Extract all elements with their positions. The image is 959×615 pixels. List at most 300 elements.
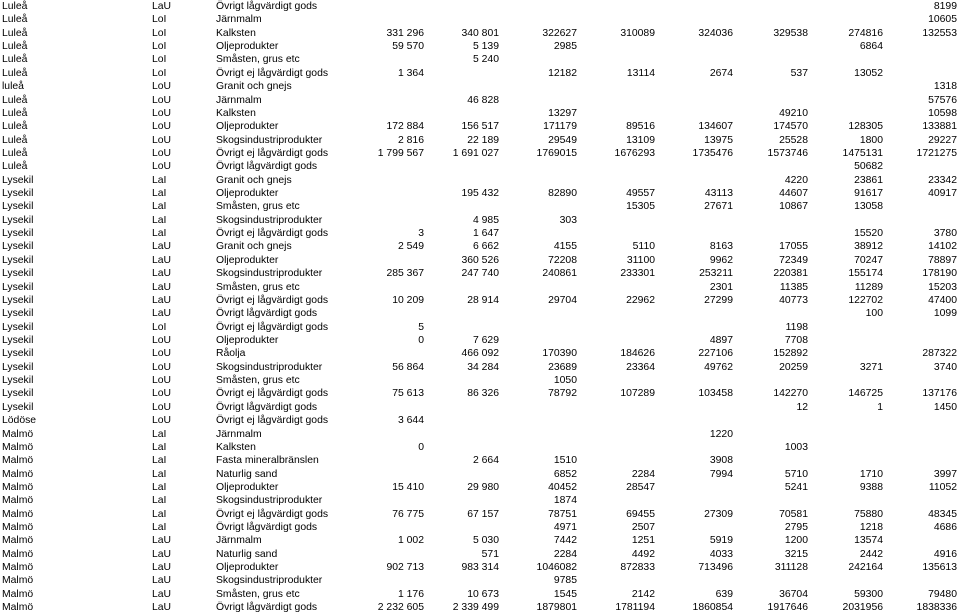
value-col-7-cell: 9388 (859, 481, 883, 493)
value-col-2-cell: 29 980 (467, 481, 499, 493)
table-row (0, 107, 959, 120)
traffic-code-cell: LoU (152, 361, 172, 373)
value-col-8-cell: 48345 (928, 508, 957, 520)
port-cell: Luleå (2, 67, 28, 79)
value-col-6-cell: 142270 (773, 388, 808, 400)
value-col-8-cell: 133881 (922, 121, 957, 133)
value-col-5-cell (657, 401, 735, 414)
value-col-6-cell: 10867 (779, 201, 808, 213)
traffic-code-cell: LoU (152, 375, 172, 387)
traffic-code-cell: LaI (152, 201, 167, 213)
value-col-7-cell (810, 107, 885, 120)
value-col-7-cell (810, 428, 885, 441)
traffic-code-cell: LoI (152, 27, 167, 39)
value-col-3-cell: 170390 (542, 348, 577, 360)
value-col-5-cell (657, 321, 735, 334)
port-cell: Lysekil (2, 268, 34, 280)
value-col-5-cell (657, 374, 735, 387)
traffic-code-cell: LaI (152, 508, 167, 520)
value-col-5-cell: 4897 (709, 334, 733, 346)
value-col-2-cell: 46 828 (467, 94, 499, 106)
value-col-7-cell: 75880 (854, 508, 883, 520)
value-col-4-cell: 69455 (626, 508, 655, 520)
value-col-3-cell: 4971 (553, 522, 577, 534)
value-col-7-cell: 1218 (859, 522, 883, 534)
value-col-1-cell (346, 80, 426, 93)
value-col-2-cell: 340 801 (461, 27, 499, 39)
value-col-5-cell: 43113 (704, 188, 733, 200)
table-row (0, 454, 959, 467)
value-col-8-cell: 47400 (928, 294, 957, 306)
value-col-2-cell: 1 647 (472, 228, 499, 240)
value-col-3-cell (501, 80, 579, 93)
value-col-1-cell (346, 13, 426, 26)
value-col-2-cell (426, 374, 501, 387)
commodity-cell: Övrigt lågvärdigt gods (216, 161, 318, 173)
value-col-3-cell (501, 334, 579, 347)
value-col-7-cell: 1800 (859, 134, 883, 146)
value-col-6-cell: 311128 (774, 562, 808, 574)
value-col-4-cell: 4492 (631, 548, 655, 560)
commodity-cell: Oljeprodukter (216, 562, 279, 574)
value-col-4-cell (579, 214, 657, 227)
value-col-5-cell: 8163 (709, 241, 733, 253)
traffic-code-cell: LoU (152, 348, 172, 360)
value-col-5-cell: 227106 (698, 348, 733, 360)
value-col-5-cell: 3908 (709, 455, 733, 467)
value-col-3-cell (501, 160, 579, 173)
traffic-code-cell: LoI (152, 14, 167, 26)
value-col-8-cell (885, 534, 959, 547)
table-row (0, 267, 959, 280)
value-col-8-cell: 10598 (928, 107, 957, 119)
value-col-3-cell: 1050 (553, 375, 577, 387)
value-col-2-cell: 195 432 (461, 188, 499, 200)
port-cell: Lysekil (2, 174, 34, 186)
value-col-5-cell: 49762 (704, 361, 733, 373)
value-col-8-cell: 178190 (922, 268, 957, 280)
value-col-8-cell (885, 441, 959, 454)
port-cell: Lysekil (2, 188, 34, 200)
value-col-2-cell: 1 691 027 (452, 147, 499, 159)
value-col-3-cell: 322627 (542, 27, 577, 39)
table-row (0, 200, 959, 213)
value-col-5-cell (657, 160, 735, 173)
value-col-1-cell (346, 174, 426, 187)
commodity-cell: Övrigt ej lågvärdigt gods (216, 228, 329, 240)
value-col-4-cell: 89516 (626, 121, 655, 133)
value-col-2-cell (426, 521, 501, 534)
traffic-code-cell: LoI (152, 54, 167, 66)
value-col-7-cell: 15520 (854, 228, 883, 240)
value-col-3-cell: 2284 (553, 548, 577, 560)
value-col-4-cell: 49557 (626, 188, 655, 200)
traffic-code-cell: LoU (152, 147, 172, 159)
value-col-5-cell (657, 13, 735, 26)
value-col-4-cell: 184626 (620, 348, 655, 360)
traffic-code-cell: LaU (152, 562, 172, 574)
value-col-6-cell (735, 214, 810, 227)
table-row (0, 414, 959, 427)
value-col-1-cell (346, 200, 426, 213)
traffic-code-cell: LoU (152, 134, 172, 146)
traffic-code-cell: LaU (152, 268, 172, 280)
value-col-7-cell: 38912 (854, 241, 883, 253)
commodity-cell: Fasta mineralbränslen (216, 455, 319, 467)
value-col-4-cell: 31100 (626, 254, 655, 266)
value-col-3-cell: 78751 (548, 508, 577, 520)
value-col-6-cell: 4220 (784, 174, 808, 186)
value-col-4-cell (579, 574, 657, 587)
value-col-1-cell (346, 347, 426, 360)
value-col-1-cell: 1 176 (397, 588, 424, 600)
table-row (0, 574, 959, 587)
value-col-3-cell: 82890 (548, 188, 577, 200)
value-col-7-cell (810, 414, 885, 427)
traffic-code-cell: LaU (152, 535, 172, 547)
value-col-5-cell: 27671 (704, 201, 733, 213)
value-col-2-cell (426, 401, 501, 414)
value-col-3-cell: 4155 (553, 241, 577, 253)
value-col-2-cell: 571 (481, 548, 499, 560)
port-cell: luleå (2, 81, 24, 93)
commodity-cell: Skogsindustriprodukter (216, 268, 323, 280)
port-cell: Luleå (2, 121, 28, 133)
value-col-1-cell: 75 613 (392, 388, 424, 400)
value-col-6-cell (735, 160, 810, 173)
commodity-cell: Småsten, grus etc (216, 281, 300, 293)
value-col-1-cell: 10 209 (392, 294, 424, 306)
value-col-5-cell (657, 574, 735, 587)
commodity-cell: Granit och gnejs (216, 174, 292, 186)
value-col-7-cell: 242164 (848, 562, 883, 574)
table-row (0, 53, 959, 66)
value-col-5-cell (657, 214, 735, 227)
value-col-3-cell: 72208 (548, 254, 577, 266)
commodity-cell: Oljeprodukter (216, 121, 279, 133)
traffic-code-cell: LaI (152, 468, 167, 480)
value-col-5-cell (657, 481, 735, 494)
value-col-2-cell (426, 428, 501, 441)
value-col-3-cell: 12182 (548, 67, 577, 79)
port-cell: Malmö (2, 535, 34, 547)
value-col-8-cell: 40917 (928, 188, 957, 200)
value-col-1-cell (346, 160, 426, 173)
port-cell: Lysekil (2, 241, 34, 253)
value-col-3-cell: 303 (559, 214, 577, 226)
value-col-7-cell: 146725 (848, 388, 883, 400)
traffic-code-cell: LoU (152, 107, 172, 119)
value-col-3-cell (501, 321, 579, 334)
value-col-7-cell (810, 574, 885, 587)
value-col-3-cell: 9785 (553, 575, 577, 587)
value-col-8-cell (885, 414, 959, 427)
value-col-3-cell: 29704 (548, 294, 577, 306)
port-cell: Malmö (2, 495, 34, 507)
value-col-1-cell: 3 644 (397, 415, 424, 427)
traffic-code-cell: LaU (152, 254, 172, 266)
commodity-cell: Småsten, grus etc (216, 375, 300, 387)
value-col-7-cell: 13058 (854, 201, 883, 213)
value-col-1-cell: 5 (418, 321, 424, 333)
value-col-2-cell: 86 326 (467, 388, 499, 400)
traffic-code-cell: LoU (152, 334, 172, 346)
value-col-5-cell (657, 53, 735, 66)
value-col-1-cell (346, 307, 426, 320)
traffic-code-cell: LaI (152, 174, 167, 186)
value-col-7-cell (810, 214, 885, 227)
value-col-6-cell: 36704 (779, 588, 808, 600)
value-col-6-cell: 17055 (779, 241, 808, 253)
value-col-4-cell (579, 160, 657, 173)
table-row (0, 240, 959, 253)
value-col-7-cell (810, 321, 885, 334)
value-col-5-cell: 1735476 (692, 147, 733, 159)
value-col-5-cell: 1860854 (692, 602, 733, 614)
traffic-code-cell: LoU (152, 401, 172, 413)
value-col-8-cell: 15203 (928, 281, 957, 293)
value-col-4-cell: 2507 (631, 522, 655, 534)
table-row (0, 120, 959, 133)
value-col-8-cell: 8199 (933, 1, 957, 12)
value-col-6-cell: 40773 (779, 294, 808, 306)
value-col-8-cell (885, 53, 959, 66)
table-row (0, 548, 959, 561)
value-col-6-cell (735, 374, 810, 387)
value-col-6-cell (735, 0, 810, 13)
port-cell: Lysekil (2, 214, 34, 226)
value-col-5-cell (657, 107, 735, 120)
port-cell: Luleå (2, 41, 28, 53)
table-row (0, 27, 959, 40)
value-col-1-cell: 902 713 (386, 562, 424, 574)
value-col-2-cell: 360 526 (461, 254, 499, 266)
port-cell: Lysekil (2, 348, 34, 360)
value-col-4-cell: 233301 (620, 268, 655, 280)
table-row (0, 468, 959, 481)
commodity-cell: Övrigt ej lågvärdigt gods (216, 415, 329, 427)
commodity-cell: Övrigt lågvärdigt gods (216, 602, 318, 614)
value-col-3-cell: 23689 (548, 361, 577, 373)
value-col-4-cell (579, 307, 657, 320)
value-col-7-cell: 13574 (854, 535, 883, 547)
traffic-code-cell: LoU (152, 388, 172, 400)
value-col-4-cell (579, 107, 657, 120)
port-cell: Lysekil (2, 334, 34, 346)
value-col-2-cell (426, 13, 501, 26)
value-col-2-cell: 247 740 (461, 268, 499, 280)
traffic-code-cell: LaI (152, 214, 167, 226)
value-col-3-cell: 1545 (553, 588, 577, 600)
value-col-4-cell (579, 227, 657, 240)
value-col-5-cell (657, 80, 735, 93)
value-col-3-cell: 1879801 (536, 602, 577, 614)
value-col-2-cell (426, 307, 501, 320)
value-col-6-cell: 174570 (773, 121, 808, 133)
value-col-4-cell (579, 80, 657, 93)
port-cell: Malmö (2, 522, 34, 534)
table-row (0, 588, 959, 601)
commodity-cell: Råolja (216, 348, 246, 360)
value-col-7-cell: 128305 (848, 121, 883, 133)
commodity-cell: Övrigt ej lågvärdigt gods (216, 321, 329, 333)
value-col-8-cell (885, 494, 959, 507)
value-col-3-cell (501, 174, 579, 187)
value-col-1-cell (346, 0, 426, 13)
value-col-5-cell (657, 0, 735, 13)
value-col-2-cell (426, 468, 501, 481)
value-col-6-cell: 1003 (784, 441, 808, 453)
value-col-5-cell: 2674 (709, 67, 733, 79)
table-row (0, 40, 959, 53)
value-col-6-cell (735, 414, 810, 427)
port-cell: Lödöse (2, 415, 37, 427)
commodity-cell: Oljeprodukter (216, 334, 279, 346)
value-col-2-cell: 34 284 (467, 361, 499, 373)
value-col-3-cell: 240861 (542, 268, 577, 280)
value-col-1-cell (346, 374, 426, 387)
commodity-cell: Skogsindustriprodukter (216, 214, 323, 226)
table-row (0, 321, 959, 334)
value-col-3-cell (501, 401, 579, 414)
value-col-7-cell (810, 454, 885, 467)
value-col-2-cell (426, 494, 501, 507)
value-col-2-cell: 5 030 (472, 535, 499, 547)
port-cell: Lysekil (2, 375, 34, 387)
value-col-1-cell: 0 (418, 441, 424, 453)
port-cell: Luleå (2, 147, 28, 159)
value-col-5-cell: 253211 (699, 268, 733, 280)
port-cell: Lysekil (2, 321, 34, 333)
table-row (0, 134, 959, 147)
value-col-8-cell (885, 321, 959, 334)
value-col-4-cell: 28547 (626, 481, 655, 493)
value-col-6-cell (735, 13, 810, 26)
commodity-cell: Småsten, grus etc (216, 54, 300, 66)
commodity-cell: Övrigt lågvärdigt gods (216, 401, 318, 413)
value-col-4-cell (579, 13, 657, 26)
value-col-6-cell: 44607 (779, 188, 808, 200)
table-row (0, 494, 959, 507)
table-row (0, 387, 959, 400)
value-col-1-cell (346, 53, 426, 66)
value-col-6-cell: 1573746 (767, 147, 808, 159)
commodity-cell: Granit och gnejs (216, 241, 292, 253)
value-col-4-cell (579, 414, 657, 427)
value-col-6-cell (735, 80, 810, 93)
value-col-3-cell: 171179 (543, 121, 577, 133)
value-col-8-cell (885, 67, 959, 80)
value-col-3-cell (501, 281, 579, 294)
value-col-1-cell: 0 (418, 334, 424, 346)
value-col-6-cell: 1917646 (767, 602, 808, 614)
commodity-cell: Skogsindustriprodukter (216, 361, 323, 373)
value-col-8-cell: 132553 (922, 27, 957, 39)
value-col-6-cell: 1198 (785, 321, 808, 333)
table-row (0, 374, 959, 387)
value-col-6-cell (735, 428, 810, 441)
value-col-7-cell: 1475131 (842, 147, 883, 159)
value-col-2-cell (426, 200, 501, 213)
commodity-cell: Småsten, grus etc (216, 201, 300, 213)
value-col-5-cell: 1220 (709, 428, 733, 440)
value-col-3-cell: 1046082 (536, 562, 577, 574)
value-col-1-cell (346, 548, 426, 561)
traffic-code-cell: LoI (152, 67, 167, 79)
traffic-code-cell: LaI (152, 495, 167, 507)
commodity-cell: Övrigt ej lågvärdigt gods (216, 508, 329, 520)
value-col-4-cell (579, 0, 657, 13)
value-col-1-cell: 1 002 (397, 535, 424, 547)
value-col-6-cell: 5710 (784, 468, 808, 480)
port-cell: Malmö (2, 481, 34, 493)
value-col-1-cell: 59 570 (392, 41, 424, 53)
value-col-6-cell (735, 94, 810, 107)
value-col-3-cell: 7442 (553, 535, 577, 547)
value-col-4-cell: 310089 (620, 27, 655, 39)
value-col-1-cell: 15 410 (392, 481, 424, 493)
value-col-5-cell: 9962 (709, 254, 733, 266)
value-col-5-cell (657, 94, 735, 107)
value-col-6-cell: 25528 (779, 134, 808, 146)
value-col-5-cell (657, 494, 735, 507)
value-col-5-cell (657, 174, 735, 187)
traffic-code-cell: LoI (152, 41, 167, 53)
value-col-7-cell: 6864 (859, 41, 883, 53)
value-col-5-cell (657, 521, 735, 534)
value-col-7-cell: 122702 (848, 294, 883, 306)
value-col-2-cell: 5 139 (472, 41, 499, 53)
commodity-cell: Oljeprodukter (216, 41, 279, 53)
value-col-8-cell: 57576 (928, 94, 957, 106)
value-col-8-cell: 10605 (928, 14, 957, 26)
port-cell: Luleå (2, 94, 28, 106)
commodity-cell: Övrigt ej lågvärdigt gods (216, 388, 329, 400)
value-col-1-cell (346, 187, 426, 200)
value-col-7-cell (810, 347, 885, 360)
value-col-4-cell: 2142 (631, 588, 655, 600)
value-col-1-cell (346, 281, 426, 294)
value-col-7-cell: 59300 (854, 588, 883, 600)
value-col-4-cell (579, 40, 657, 53)
value-col-6-cell: 537 (790, 67, 808, 79)
value-col-6-cell: 220381 (773, 268, 808, 280)
value-col-8-cell (885, 40, 959, 53)
value-col-1-cell: 76 775 (392, 508, 424, 520)
commodity-cell: Övrigt ej lågvärdigt gods (216, 294, 329, 306)
port-cell: Lysekil (2, 388, 34, 400)
table-row (0, 561, 959, 574)
value-col-8-cell: 1099 (933, 308, 957, 320)
port-cell: Lysekil (2, 254, 34, 266)
value-col-4-cell (579, 321, 657, 334)
commodity-cell: Järnmalm (216, 14, 262, 26)
table-row (0, 80, 959, 93)
value-col-8-cell: 1450 (933, 401, 957, 413)
traffic-code-cell: LaU (152, 241, 172, 253)
table-row (0, 94, 959, 107)
value-col-5-cell: 7994 (709, 468, 733, 480)
value-col-7-cell: 23861 (854, 174, 883, 186)
port-cell: Lysekil (2, 281, 34, 293)
value-col-7-cell: 155174 (848, 268, 883, 280)
value-col-8-cell (885, 374, 959, 387)
port-cell: Luleå (2, 27, 28, 39)
value-col-8-cell (885, 574, 959, 587)
table-row (0, 428, 959, 441)
table-row (0, 0, 959, 13)
table-row (0, 347, 959, 360)
